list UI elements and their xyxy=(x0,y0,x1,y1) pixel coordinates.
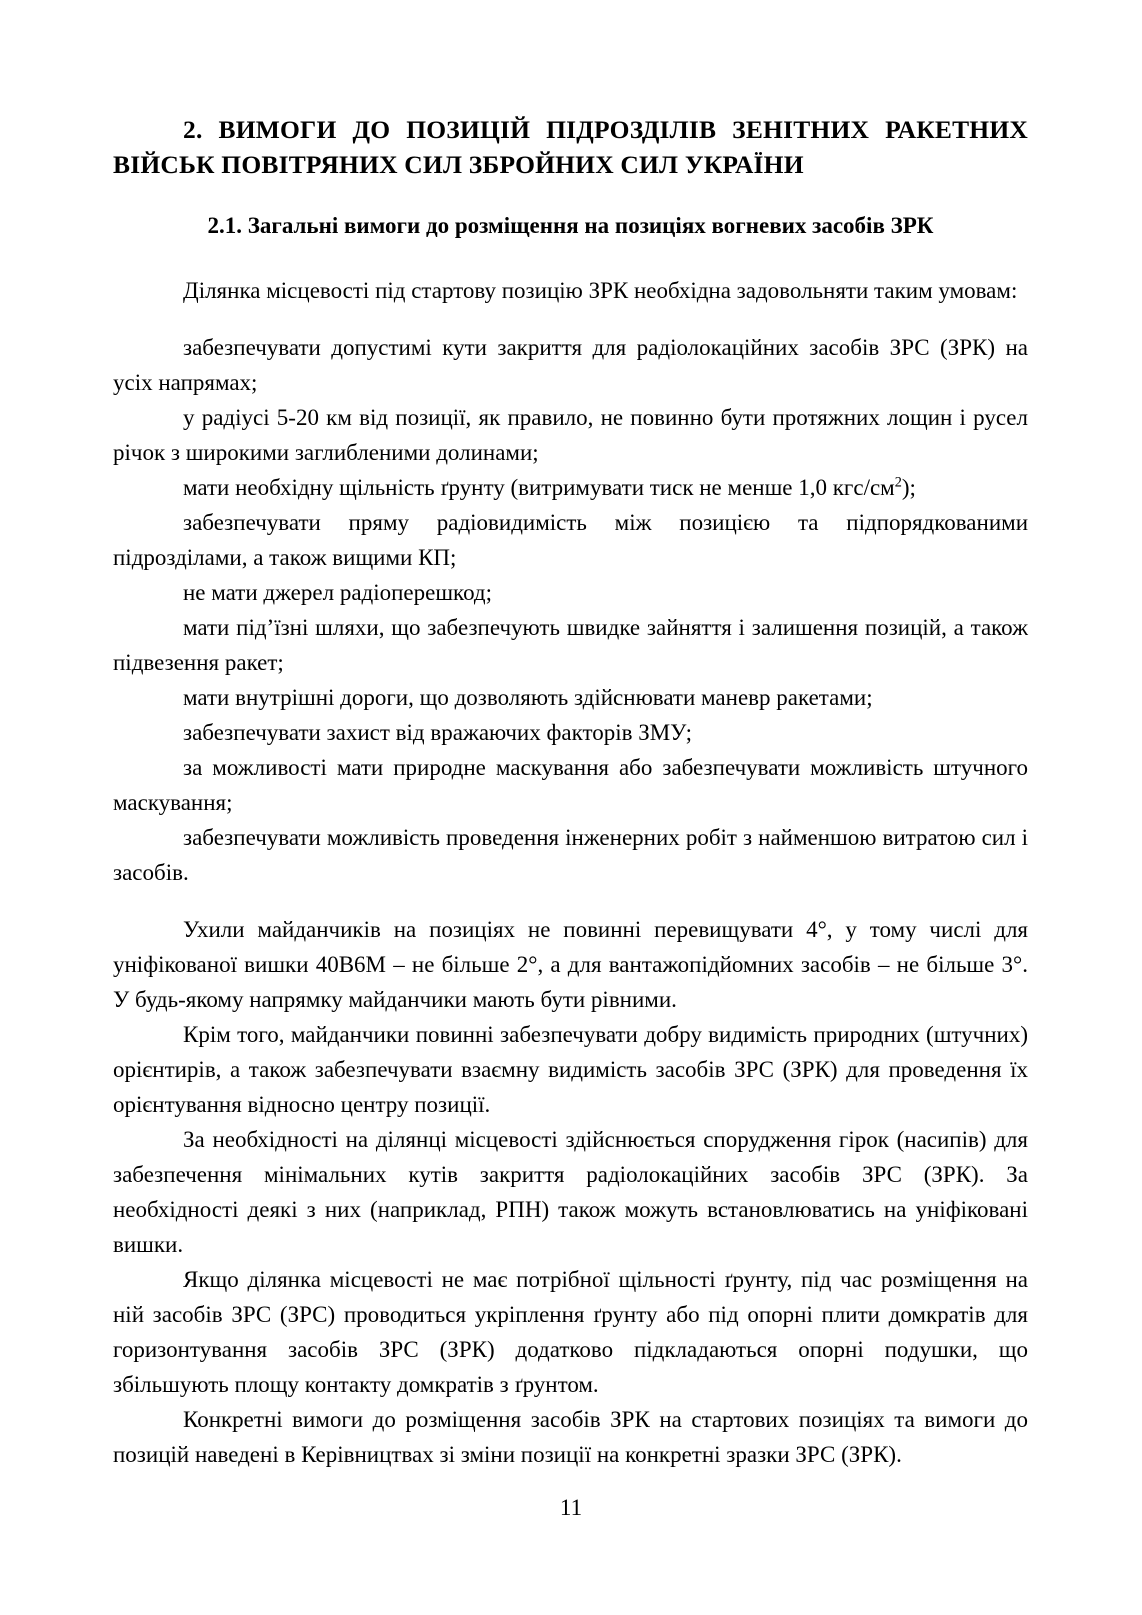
paragraph-mounds: За необхідності на ділянці місцевості здійснюється спорудження гірок (насипів) для забезпечення мінімальних кутів закриття радіолокаційних засобів ЗРС (ЗРК). За необхідності деякі з них (наприклад, РПН) також можуть встановлюватись на уніфіковані вишки. xyxy=(113,1126,1028,1257)
density-text-after: ); xyxy=(901,474,916,500)
paragraph-condition-2: у радіусі 5-20 км від позиції, як правило, не повинно бути протяжних лощин і русел річок з широкими заглибленими долинами; xyxy=(113,404,1028,465)
paragraph-condition-7: мати внутрішні дороги, що дозволяють здійснювати маневр ракетами; xyxy=(183,684,873,710)
density-text-before: мати необхідну щільність ґрунту (витримувати тиск не менше 1,0 кгс/см xyxy=(183,474,895,500)
paragraph-specific-requirements: Конкретні вимоги до розміщення засобів ЗРК на стартових позиціях та вимоги до позицій наведені в Керівництвах зі зміни позиції на конкретні зразки ЗРС (ЗРК). xyxy=(113,1406,1028,1467)
paragraph-condition-1: забезпечувати допустимі кути закриття для радіолокаційних засобів ЗРС (ЗРК) на усіх напрямах; xyxy=(113,334,1028,395)
superscript-square: 2 xyxy=(894,473,902,490)
paragraph-condition-5: не мати джерел радіоперешкод; xyxy=(183,579,492,605)
page-content xyxy=(113,112,1028,1472)
page-number: 11 xyxy=(559,1495,583,1520)
paragraph-condition-9: за можливості мати природне маскування або забезпечувати можливість штучного маскування; xyxy=(113,754,1028,815)
paragraph-condition-10: забезпечувати можливість проведення інженерних робіт з найменшою витратою сил і засобів. xyxy=(113,824,1028,885)
paragraph-soil-density: Якщо ділянка місцевості не має потрібної щільності ґрунту, під час розміщення на ній засобів ЗРС (ЗРС) проводиться укріплення ґрунту або під опорні плити домкратів для горизонтування засобів ЗРС (ЗРК) додатково підкладаються опорні подушки, що збільшують площу контакту домкратів з ґрунтом. xyxy=(113,1266,1028,1397)
paragraph-slopes: Ухили майданчиків на позиціях не повинні перевищувати 4°, у тому числі для уніфікованої вишки 40В6М – не більше 2°, а для вантажопідйомних засобів – не більше 3°. У будь-якому напрямку майданчики мають бути рівними. xyxy=(113,916,1028,1012)
chapter-title: 2. ВИМОГИ ДО ПОЗИЦІЙ ПІДРОЗДІЛІВ ЗЕНІТНИХ РАКЕТНИХ ВІЙСЬК ПОВІТРЯНИХ СИЛ ЗБРОЙНИХ СИЛ УКРАЇНИ xyxy=(113,115,1028,180)
paragraph-condition-6: мати під’їзні шляхи, що забезпечують швидке зайняття і залишення позицій, а також підвезення ракет; xyxy=(113,614,1028,675)
paragraph-condition-8: забезпечувати захист від вражаючих факторів ЗМУ; xyxy=(183,719,692,745)
section-title: 2.1. Загальні вимоги до розміщення на позиціях вогневих засобів ЗРК xyxy=(207,213,934,239)
paragraph-condition-4: забезпечувати пряму радіовидимість між позицією та підпорядкованими підрозділами, а також вищими КП; xyxy=(113,509,1028,570)
paragraph-visibility: Крім того, майданчики повинні забезпечувати добру видимість природних (штучних) орієнтирів, а також забезпечувати взаємну видимість засобів ЗРС (ЗРК) для проведення їх орієнтування відносно центру позиції. xyxy=(113,1021,1028,1117)
paragraph-intro: Ділянка місцевості під стартову позицію ЗРК необхідна задовольняти таким умовам: xyxy=(183,277,1018,303)
paragraph-condition-3 xyxy=(113,470,1028,505)
